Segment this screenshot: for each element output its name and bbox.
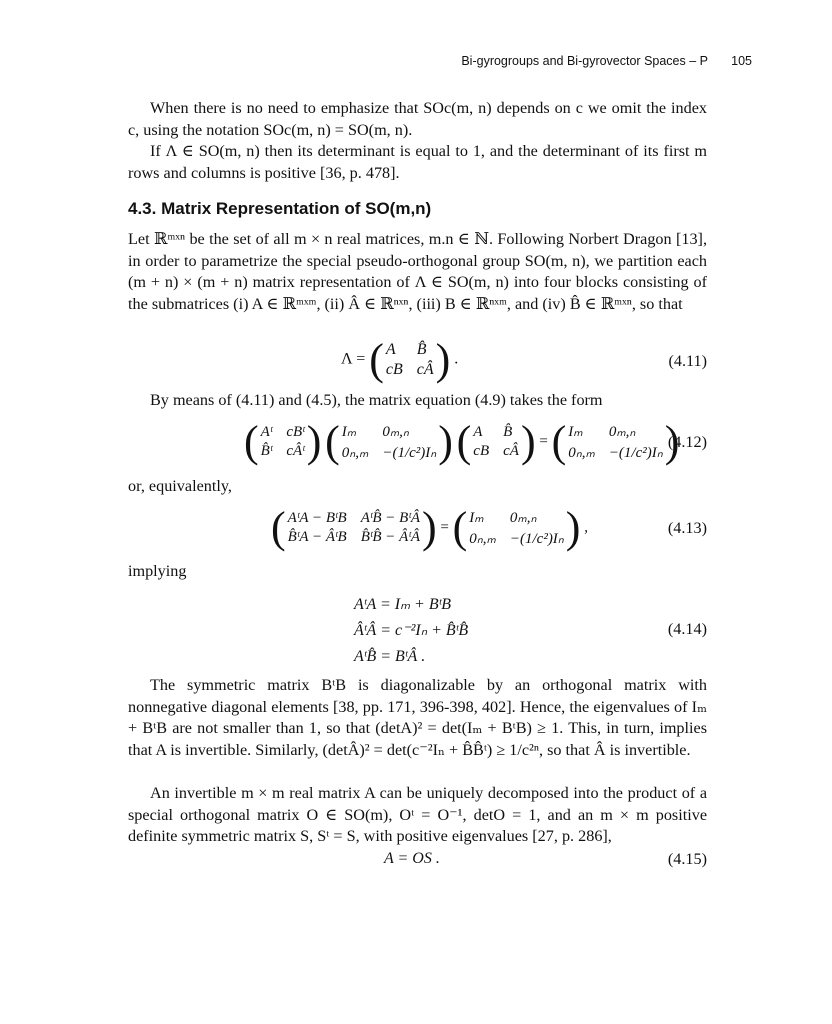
matrix-cell: B̂ xyxy=(416,341,427,358)
matrix-cell: cÂ xyxy=(416,361,434,378)
paragraph-2: If Λ ∈ SO(m, n) then its determinant is equal to 1, and the determinant of its first m rows and columns is positive [36, p. 478]. xyxy=(128,142,707,182)
paragraph-6: implying xyxy=(128,562,187,580)
paragraph-7: The symmetric matrix BᵗB is diagonalizable by an orthogonal matrix with nonnegative diagonal elements [38, pp. 171, 396-398, 402]. Hence, the eigenvalues of Iₘ + BᵗB are not smaller than 1, so that (detA)² = det(Iₘ + BᵗB) ≥ 1. This, in turn, implies that A is invertible. Similarly, (detÂ)² = det(c⁻²Iₙ + B̂B̂ᵗ) ≥ 1/c²ⁿ, so that Â is invertible. xyxy=(128,676,707,759)
equals-sign: = xyxy=(440,519,449,536)
equation-4-14 xyxy=(354,592,468,670)
equation-4-13 xyxy=(271,503,588,552)
eq-tail: . xyxy=(454,350,459,368)
matrix-cell: A xyxy=(385,341,396,358)
paragraph-1: When there is no need to emphasize that SOc(m, n) depends on c we omit the index c, using the notation SOc(m, n) = SO(m, n). xyxy=(128,99,707,139)
eq-line: ÂᵗÂ = c⁻²Iₙ + B̂ᵗB̂ xyxy=(354,622,469,639)
matrix: ( A B̂ cB cÂ ) xyxy=(369,335,451,384)
running-header xyxy=(0,54,832,74)
matrix: ( Iₘ 0ₘ,ₙ 0ₙ,ₘ −(1/c²)Iₙ ) xyxy=(551,417,680,466)
eq-lhs: Λ = xyxy=(341,350,366,368)
matrix: ( Iₘ 0ₘ,ₙ 0ₙ,ₘ −(1/c²)Iₙ ) xyxy=(325,417,453,466)
matrix: ( Iₘ 0ₘ,ₙ 0ₙ,ₘ −(1/c²)Iₙ ) xyxy=(452,503,581,552)
paragraph-8: An invertible m × m real matrix A can be uniquely decomposed into the product of a special orthogonal matrix O ∈ SO(m), Oᵗ = O⁻¹, detO = 1, and an m × m positive definite symmetric matrix S, Sᵗ = S, with positive eigenvalues [27, p. 286], xyxy=(128,784,707,845)
section-heading: 4.3. Matrix Representation of SO(m,n) xyxy=(128,199,432,218)
equation-4-12 xyxy=(244,417,680,466)
matrix-cell: cB xyxy=(385,361,403,378)
paragraph-5: or, equivalently, xyxy=(128,477,232,495)
page-number: 105 xyxy=(731,54,752,68)
matrix: ( A B̂ cB cÂ ) xyxy=(456,417,536,466)
matrix: ( Aᵗ cBᵗ B̂ᵗ cÂᵗ ) xyxy=(244,417,322,466)
paragraph-3: Let ℝᵐˣⁿ be the set of all m × n real matrices, m.n ∈ ℕ. Following Norbert Dragon [13], in order to parametrize the special pseudo-orthogonal group SO(m, n), we partition each (m + n) × (m + n) matrix representation of Λ ∈ SO(m, n) into four blocks consisting of the submatrices (i) A ∈ ℝᵐˣᵐ, (ii) Â ∈ ℝⁿˣⁿ, (iii) B ∈ ℝⁿˣᵐ, and (iv) B̂ ∈ ℝᵐˣⁿ, so that xyxy=(128,230,707,313)
eq-line: AᵗB̂ = BᵗÂ . xyxy=(354,648,426,665)
equation-number: (4.12) xyxy=(667,433,707,451)
equation-4-11 xyxy=(341,335,459,384)
matrix: ( AᵗA − BᵗB AᵗB̂ − BᵗÂ B̂ᵗA − ÂᵗB B̂ᵗB̂ − ÂᵗÂ ) xyxy=(271,503,437,552)
equation-number: (4.13) xyxy=(667,519,707,537)
equation-number: (4.15) xyxy=(667,850,707,868)
equation-4-15: A = OS . xyxy=(384,850,440,867)
eq-line: AᵗA = Iₘ + BᵗB xyxy=(354,596,452,613)
running-title: Bi-gyrogroups and Bi-gyrovector Spaces – P xyxy=(461,54,708,68)
paragraph-4: By means of (4.11) and (4.5), the matrix equation (4.9) takes the form xyxy=(150,391,603,409)
eq-tail: , xyxy=(584,519,588,536)
equation-number: (4.14) xyxy=(667,620,707,638)
equals-sign: = xyxy=(539,433,548,450)
equation-number: (4.11) xyxy=(668,352,707,370)
